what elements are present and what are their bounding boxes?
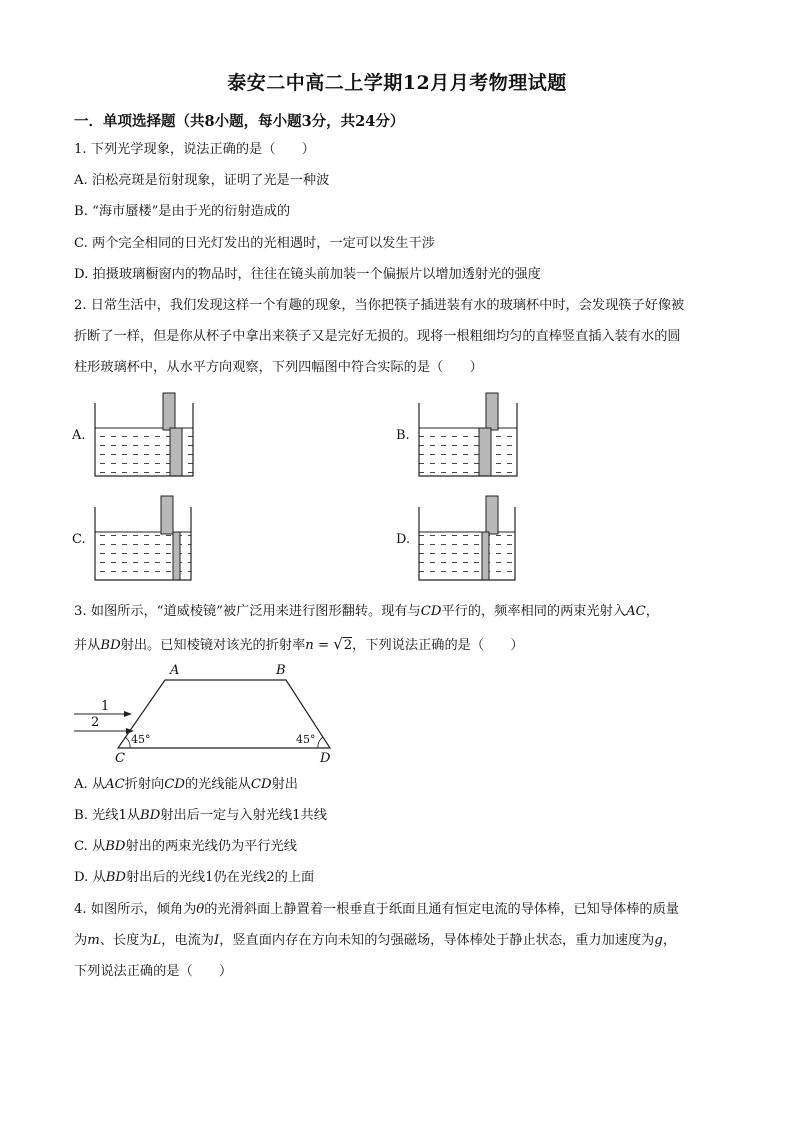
q2-label-a: A. xyxy=(72,428,86,443)
q1-stem: 1. 下列光学现象，说法正确的是（ ） xyxy=(74,142,315,157)
vertex-d-label: D xyxy=(320,751,331,766)
q2-stem-line-2: 折断了一样，但是你从杯子中拿出来筷子又是完好无损的。现将一根粗细均匀的直棒竖直插入装有水的圆 xyxy=(74,329,681,344)
q4-stem-line-1: 4. 如图所示，倾角为θ的光滑斜面上静置着一根垂直于纸面且通有恒定电流的导体棒，已知导体棒的质量 xyxy=(74,902,679,917)
angle-d-label: 45° xyxy=(296,733,316,746)
vertex-b-label: B xyxy=(276,663,286,678)
q4-stem-line-3: 下列说法正确的是（ ） xyxy=(74,964,233,979)
q2-stem-line-1: 2. 日常生活中，我们发现这样一个有趣的现象，当你把筷子插进装有水的玻璃杯中时，会发现筷子好像被 xyxy=(74,298,685,313)
ray-2-label: 2 xyxy=(91,715,100,730)
q2-label-b: B. xyxy=(396,428,410,443)
angle-c-label: 45° xyxy=(131,733,151,746)
sqrt-sign: √ xyxy=(333,635,343,653)
vertex-a-label: A xyxy=(170,663,180,678)
q1-option-d: D. 拍摄玻璃橱窗内的物品时，往往在镜头前加装一个偏振片以增加透射光的强度 xyxy=(74,267,541,282)
refractive-index-symbol: n xyxy=(305,638,314,653)
angle-arc-d xyxy=(318,737,323,748)
q1-option-a: A. 泊松亮斑是衍射现象，证明了光是一种波 xyxy=(74,173,330,188)
q3-stem-line-1: 3. 如图所示，“道威棱镜”被广泛用来进行图形翻转。现有与CD平行的，频率相同的两束光射入AC， xyxy=(74,604,659,619)
q3-option-d: D. 从BD射出后的光线1仍在光线2的上面 xyxy=(74,870,315,885)
page-title: 泰安二中高二上学期12月月考物理试题 xyxy=(227,72,567,94)
q2-stem-line-3: 柱形玻璃杯中，从水平方向观察，下列四幅图中符合实际的是（ ） xyxy=(74,360,483,375)
q3-stem-line-2: 并从BD射出。已知棱镜对该光的折射率n = √2，下列说法正确的是（ ） xyxy=(74,635,524,653)
q1-option-b: B. “海市蜃楼”是由于光的衍射造成的 xyxy=(74,204,291,219)
q3-option-c: C. 从BD射出的两束光线仍为平行光线 xyxy=(74,839,297,854)
vertex-c-label: C xyxy=(115,751,125,766)
ray-1-arrowhead xyxy=(124,711,132,717)
q2-label-c: C. xyxy=(72,532,86,547)
q1-option-c: C. 两个完全相同的日光灯发出的光相遇时，一定可以发生干涉 xyxy=(74,236,435,251)
section-heading: 一．单项选择题（共8小题，每小题3分，共24分） xyxy=(74,113,405,130)
q3-option-a: A. 从AC折射向CD的光线能从CD射出 xyxy=(74,777,298,792)
ray-1-label: 1 xyxy=(101,699,110,714)
sqrt-radicand: 2 xyxy=(343,638,353,653)
q3-option-b: B. 光线1从BD射出后一定与入射光线1共线 xyxy=(74,808,327,823)
q4-stem-line-2: 为m、长度为L，电流为I，竖直面内存在方向未知的匀强磁场，导体棒处于静止状态，重力加速度为g， xyxy=(74,933,677,948)
angle-arc-c xyxy=(125,737,130,748)
q2-label-d: D. xyxy=(396,532,411,547)
